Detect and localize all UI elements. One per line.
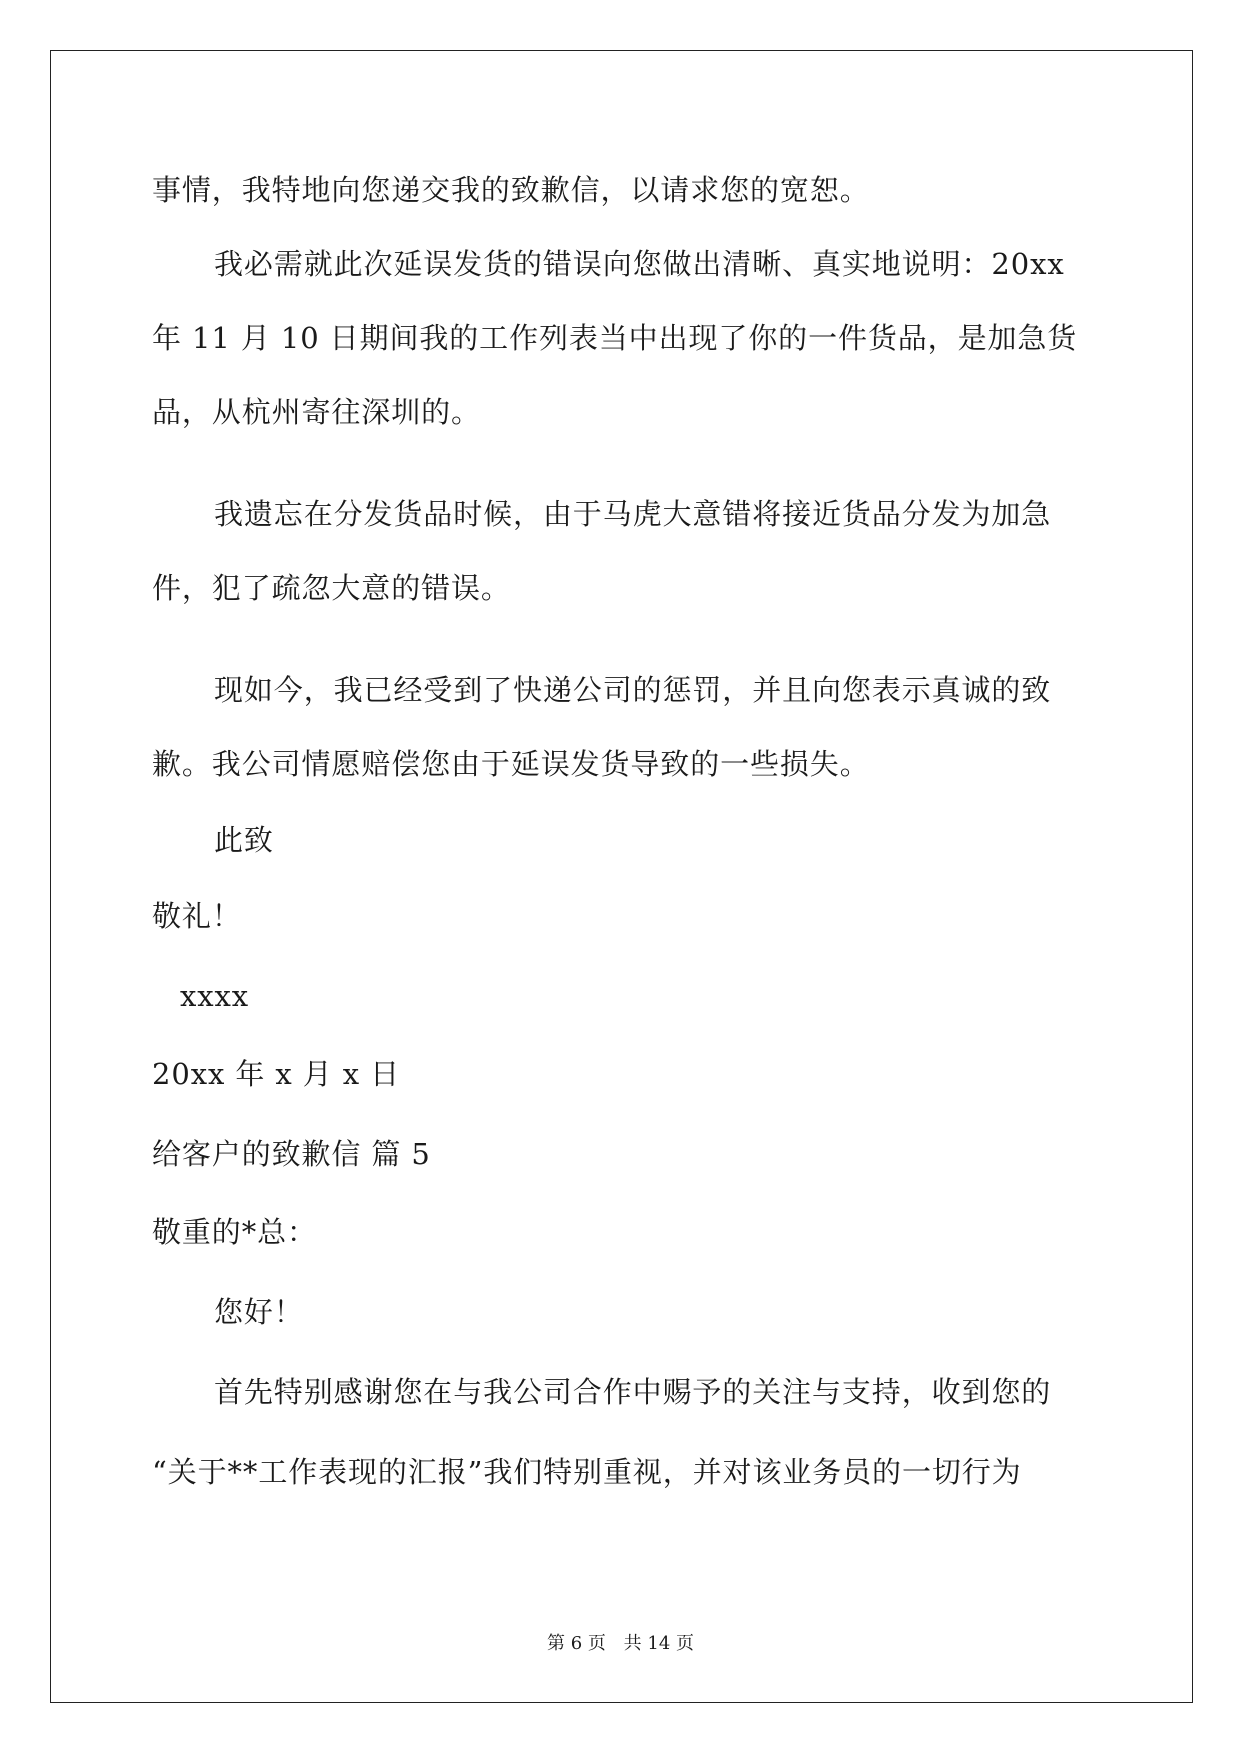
text-line: 事情，我特地向您递交我的致歉信，以请求您的宽恕。 [152,173,870,207]
text-line: 年 11 月 10 日期间我的工作列表当中出现了你的一件货品，是加急货 [152,321,1078,355]
salutation-closing: 敬礼！ [152,899,242,933]
text-line: 首先特别感谢您在与我公司合作中赐予的关注与支持，收到您的 [214,1375,1052,1409]
text-line: 品，从杭州寄往深圳的。 [152,395,481,429]
text-line: 我遗忘在分发货品时候，由于马虎大意错将接近货品分发为加急 [214,497,1052,531]
section-heading: 给客户的致歉信 篇 5 [152,1137,431,1171]
text-line: “关于**工作表现的汇报”我们特别重视，并对该业务员的一切行为 [152,1455,1022,1489]
signature: xxxx [180,979,250,1013]
page-number: 第 6 页 [547,1633,606,1654]
text-line: 现如今，我已经受到了快递公司的惩罚，并且向您表示真诚的致 [214,673,1052,707]
greeting-hello: 您好！ [214,1295,304,1329]
greeting: 敬重的*总： [152,1215,317,1249]
text-line: 件，犯了疏忽大意的错误。 [152,571,511,605]
text-line: 歉。我公司情愿赔偿您由于延误发货导致的一些损失。 [152,747,870,781]
page-total: 共 14 页 [623,1633,694,1654]
page-footer [0,1632,1241,1656]
date-line: 20xx 年 x 月 x 日 [152,1057,401,1091]
closing-phrase: 此致 [214,823,274,857]
text-line: 我必需就此次延误发货的错误向您做出清晰、真实地说明：20xx [214,247,1065,281]
